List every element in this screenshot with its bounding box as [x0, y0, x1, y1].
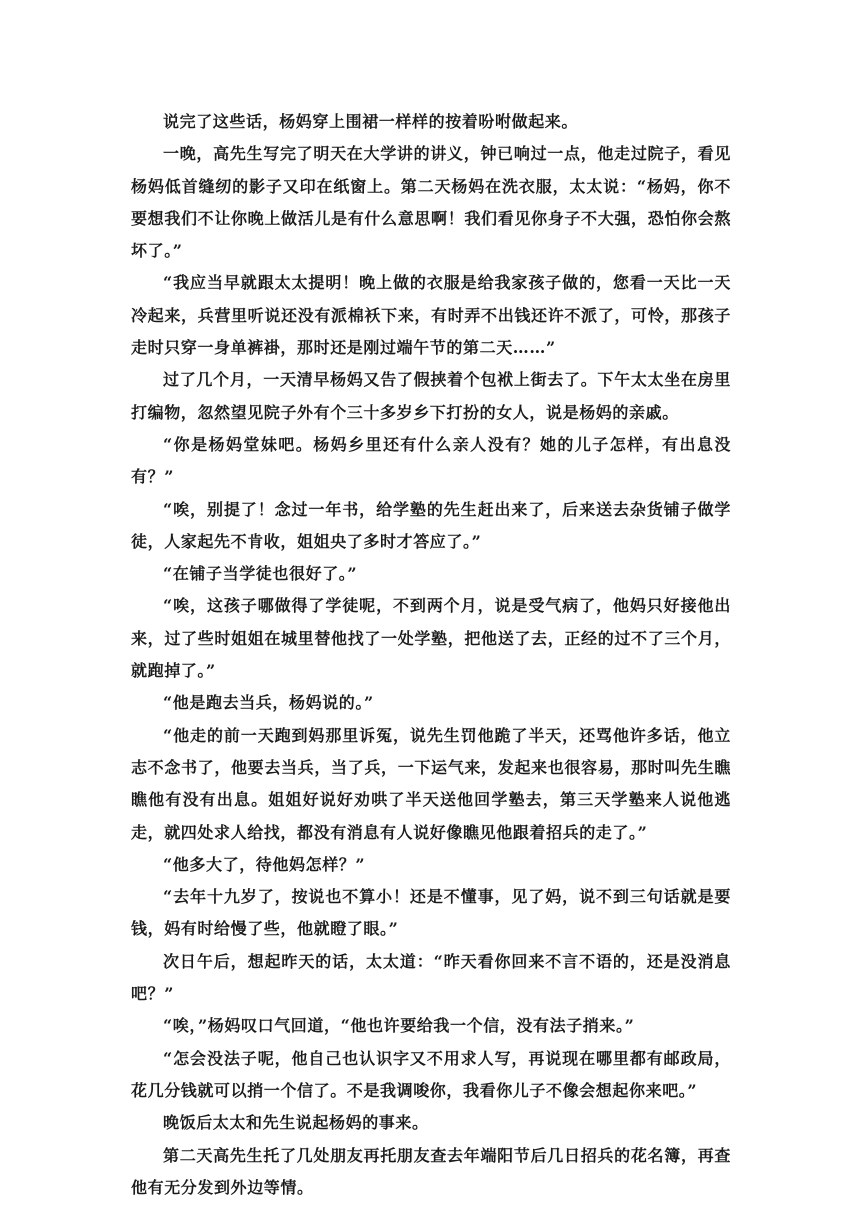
paragraph: 次日午后，想起昨天的话，太太道：“昨天看你回来不言不语的，还是没消息吧？”: [131, 951, 731, 1004]
paragraph: 第二天高先生托了几处朋友再托朋友查去年端阳节后几日招兵的花名簿，再查他有无分发到外边等情。: [131, 1145, 731, 1197]
paragraph: “你是杨妈堂妹吧。杨妈乡里还有什么亲人没有？她的儿子怎样，有出息没有？”: [131, 434, 731, 487]
document-page: [131, 106, 731, 1204]
paragraph: “他走的前一天跑到妈那里诉冤，说先生罚他跪了半天，还骂他许多话，他立志不念书了，他要去当兵，当了兵，一下运气来，发起来也很容易，那时叫先生瞧瞧他有没有出息。姐姐好说好劝哄了半天送他回学塾去，第三天学塾来人说他逃走，就四处求人给找，都没有消息有人说好像瞧见他跟着招兵的走了。”: [131, 725, 731, 842]
paragraph: 过了几个月，一天清早杨妈又告了假挟着个包袱上街去了。下午太太坐在房里打编物，忽然望见院子外有个三十多岁乡下打扮的女人，说是杨妈的亲戚。: [131, 370, 731, 422]
paragraph: 说完了这些话，杨妈穿上围裙一样样的按着吩咐做起来。: [163, 112, 579, 131]
paragraph: “他多大了，待他妈怎样？”: [163, 854, 366, 874]
paragraph: 一晚，高先生写完了明天在大学讲的讲义，钟已响过一点，他走过院子，看见杨妈低首缝纫的影子又印在纸窗上。第二天杨妈在洗衣服，太太说：“杨妈，你不要想我们不让你晚上做活儿是有什么意思啊！我们看见你身子不大强，恐怕你会熬坏了。”: [131, 144, 731, 261]
paragraph: “他是跑去当兵，杨妈说的。”: [163, 693, 374, 713]
paragraph: “唉，这孩子哪做得了学徒呢，不到两个月，说是受气病了，他妈只好接他出来，过了些时姐姐在城里替他找了一处学塾，把他送了去，正经的过不了三个月，就跑掉了。”: [131, 596, 731, 681]
paragraph: “怎会没法子呢，他自己也认识字又不用求人写，再说现在哪里都有邮政局，花几分钱就可以捎一个信了。不是我调唆你，我看你儿子不像会想起你来吧。”: [131, 1048, 731, 1100]
paragraph: “唉，别提了！念过一年书，给学塾的先生赶出来了，后来送去杂货铺子做学徒，人家起先不肯收，姐姐央了多时才答应了。”: [131, 499, 731, 551]
paragraph: “唉，”杨妈叹口气回道，“他也许要给我一个信，没有法子捎来。”: [163, 1016, 635, 1036]
paragraph: 晚饭后太太和先生说起杨妈的事来。: [163, 1113, 429, 1133]
paragraph: “去年十九岁了，按说也不算小！还是不懂事，见了妈，说不到三句话就是要钱，妈有时给慢了些，他就瞪了眼。”: [131, 887, 731, 939]
paragraph: “在铺子当学徒也很好了。”: [163, 564, 358, 584]
paragraph: “我应当早就跟太太提明！晚上做的衣服是给我家孩子做的，您看一天比一天冷起来，兵营里听说还没有派棉袄下来，有时弄不出钱还许不派了，可怜，那孩子走时只穿一身单裤褂，那时还是刚过端午节的第二天……”: [131, 273, 731, 358]
